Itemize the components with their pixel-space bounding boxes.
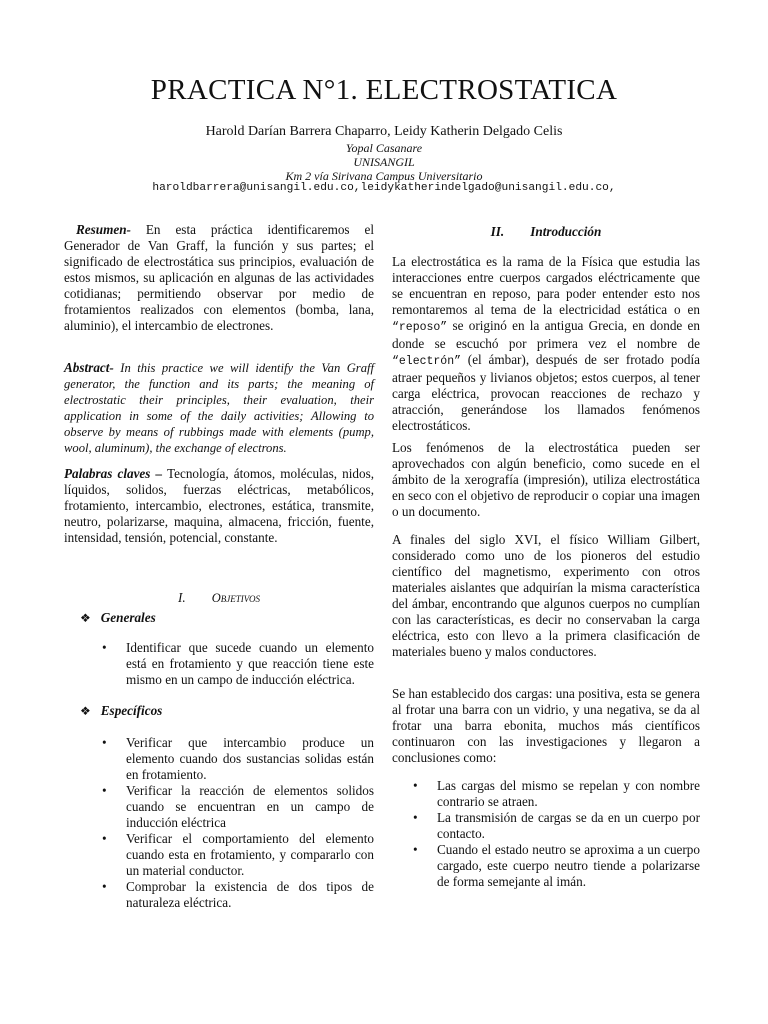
resumen-paragraph bbox=[64, 222, 374, 334]
affiliation-address: Km 2 vía Sirivana Campus Universitario bbox=[285, 169, 483, 183]
list-item-text: Las cargas del mismo se repelan y con nombre contrario se atraen. bbox=[437, 778, 700, 809]
list-item bbox=[102, 640, 374, 688]
section-objetivos-heading bbox=[64, 590, 374, 606]
term-electron: “electrón” bbox=[392, 355, 462, 368]
list-item bbox=[413, 810, 700, 842]
generales-label: Generales bbox=[100, 610, 156, 625]
intro-paragraph-2: Los fenómenos de la electrostática pueden ser aprovechados con algún beneficio, como sucede en el ámbito de la xerografía (impresión), utiliza electrostática en seco con el objetivo de reproducir o copiar una imagen o un documento. bbox=[392, 440, 700, 519]
list-item-text: Cuando el estado neutro se aproxima a un cuerpo cargado, este cuerpo neutro tiende a polarizarse de forma semejante al imán. bbox=[437, 842, 700, 889]
list-item-text: Comprobar la existencia de dos tipos de naturaleza eléctrica. bbox=[126, 879, 374, 910]
resumen-label: Resumen- bbox=[76, 222, 131, 237]
list-item-text: Verificar que intercambio produce un elemento cuando dos sustancias solidas están en frotamiento. bbox=[126, 735, 374, 782]
affiliation-city: Yopal Casanare bbox=[345, 141, 423, 155]
authors: Harold Darían Barrera Chaparro, Leidy Katherin Delgado Celis bbox=[205, 124, 563, 139]
list-item bbox=[102, 831, 374, 879]
affiliation-university: UNISANGIL bbox=[353, 155, 415, 169]
list-item-text: Identificar que sucede cuando un elemento está en frotamiento y que reacción tiene este mismo en un campo de inducción eléctrica. bbox=[126, 640, 374, 687]
bullet-icon: • bbox=[102, 783, 107, 798]
diamond-bullet-icon: ❖ bbox=[80, 704, 91, 718]
section-introduccion-heading bbox=[392, 224, 700, 240]
keywords-paragraph bbox=[64, 466, 374, 546]
list-item bbox=[102, 879, 374, 911]
generales-heading bbox=[80, 610, 156, 626]
keywords-text: Tecnología, átomos, moléculas, nidos, líquidos, solidos, fuerzas eléctricas, metabólicos, frotamiento, intercambio, electrones, estática, transmite, neutro, polarizarse, maquina, almacena, fricción, fuente, intensidad, tensión, potencial, constante. bbox=[64, 466, 374, 545]
bullet-icon: • bbox=[413, 810, 418, 825]
list-item bbox=[102, 735, 374, 783]
list-item-text: La transmisión de cargas se da en un cuerpo por contacto. bbox=[437, 810, 700, 841]
section-title: Introducción bbox=[530, 224, 602, 239]
intro-paragraph-4: Se han establecido dos cargas: una positiva, esta se genera al frotar una barra con un vidrio, y una negativa, se da al frotar una barra ebonita, muchos más científicos continuaron con las investigaciones y llegaron a conclusiones como: bbox=[392, 686, 700, 765]
abstract-text: In this practice we will identify the Van Graff generator, the function and its parts; the meaning of electrostatic their principles, their evaluation, their application in some of the daily activities; Allowing to observe by means of rubbings made with elements (pump, wool, aluminum), the exchange of electrons. bbox=[64, 361, 374, 455]
paper-title: PRACTICA N°1. ELECTROSTATICA bbox=[150, 74, 618, 106]
intro-paragraph-3: A finales del siglo XVI, el físico William Gilbert, considerado como uno de los pioneros del estudio científico del magnetismo, experimento con otros materiales aislantes que adquirían la misma característica del ámbar, encontrando que algunos cuerpos no cumplían con las características, es decir no conservaban la carga eléctrica, esto con llevo a la primera clasificación de materiales bueno y malos conductores. bbox=[392, 532, 700, 659]
bullet-icon: • bbox=[102, 831, 107, 846]
section-number: II. bbox=[490, 224, 505, 239]
especificos-list bbox=[102, 735, 374, 911]
intro-text: (el ámbar), después de ser frotado podía atraer pequeños y livianos objetos; estos cuerpos, al tener carga eléctrica, provocan reacciones de rechazo y atracción, generándose los llamados fenómenos electrostáticos. bbox=[392, 352, 700, 433]
intro-paragraph-1 bbox=[392, 254, 700, 434]
bullet-icon: • bbox=[102, 640, 107, 655]
author-emails: haroldbarrera@unisangil.edu.co,leidykatherindelgado@unisangil.edu.co, bbox=[152, 182, 616, 194]
list-item-text: Verificar el comportamiento del elemento cuando esta en frotamiento, y compararlo con un material conductor. bbox=[126, 831, 374, 878]
generales-list bbox=[102, 640, 374, 688]
abstract-label: Abstract- bbox=[64, 360, 114, 375]
especificos-heading bbox=[80, 703, 162, 719]
section-number: I. bbox=[178, 590, 186, 605]
intro-text: se originó en la antigua Grecia, en donde en donde se escuchó por primera vez el nombre de bbox=[392, 318, 700, 351]
bullet-icon: • bbox=[102, 735, 107, 750]
term-reposo: “reposo” bbox=[392, 321, 448, 334]
bullet-icon: • bbox=[102, 879, 107, 894]
list-item bbox=[102, 783, 374, 831]
diamond-bullet-icon: ❖ bbox=[80, 611, 91, 625]
conclusiones-list bbox=[413, 778, 700, 890]
intro-text: La electrostática es la rama de la Física que estudia las interacciones entre cuerpos cargados eléctricamente que se encuentran en reposo, para poder entender esto nos remontaremos al tema de la electricidad estática o en bbox=[392, 254, 700, 317]
especificos-label: Específicos bbox=[100, 703, 163, 718]
keywords-label: Palabras claves – bbox=[64, 466, 163, 481]
bullet-icon: • bbox=[413, 842, 418, 857]
resumen-text: En esta práctica identificaremos el Generador de Van Graff, la función y sus partes; el significado de electrostática sus principios, evaluación de estos mismos, su aplicación en algunas de las actividades cotidianas; permitiendo observar por medio de frotamientos realizados con elementos (bomba, lana, aluminio), el intercambio de electrones. bbox=[64, 222, 374, 333]
list-item bbox=[413, 778, 700, 810]
list-item bbox=[413, 842, 700, 890]
abstract-paragraph bbox=[64, 360, 374, 456]
list-item-text: Verificar la reacción de elementos solidos cuando se encuentran en un campo de inducción eléctrica bbox=[126, 783, 374, 830]
section-title: Objetivos bbox=[211, 591, 260, 605]
bullet-icon: • bbox=[413, 778, 418, 793]
